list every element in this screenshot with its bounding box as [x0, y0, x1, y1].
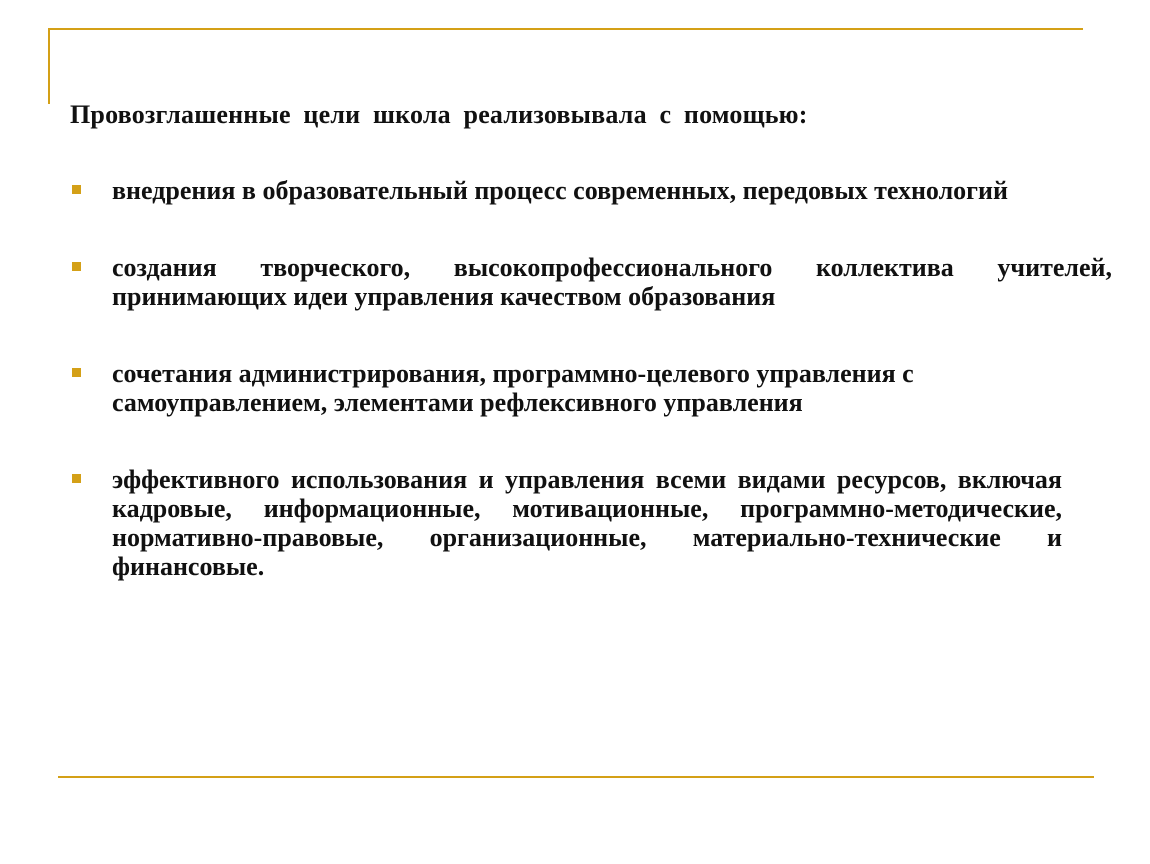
bullet-item [70, 253, 1112, 311]
square-bullet-icon [72, 474, 81, 483]
bullet-text: сочетания администрирования, программно-целевого управления с самоуправлением, элементами рефлексивного управления [112, 359, 914, 417]
frame-left-line [48, 28, 50, 104]
frame-bottom-line [58, 776, 1094, 778]
bullet-item [70, 465, 1062, 581]
bullet-item [70, 359, 1112, 417]
bullet-list [70, 176, 1110, 629]
bullet-text: внедрения в образовательный процесс современных, передовых технологий [112, 176, 1008, 205]
square-bullet-icon [72, 368, 81, 377]
bullet-text: эффективного использования и управления всеми видами ресурсов, включая кадровые, информационные, мотивационные, программно-методические, нормативно-правовые, организационные, материально-технические и финансовые. [112, 465, 1062, 581]
intro-heading: Провозглашенные цели школа реализовывала с помощью: [70, 100, 808, 129]
bullet-text: создания творческого, высокопрофессионального коллектива учителей, принимающих идеи управления качеством образования [112, 253, 1112, 311]
square-bullet-icon [72, 262, 81, 271]
frame-top-line [48, 28, 1083, 30]
square-bullet-icon [72, 185, 81, 194]
bullet-item [70, 176, 1062, 205]
